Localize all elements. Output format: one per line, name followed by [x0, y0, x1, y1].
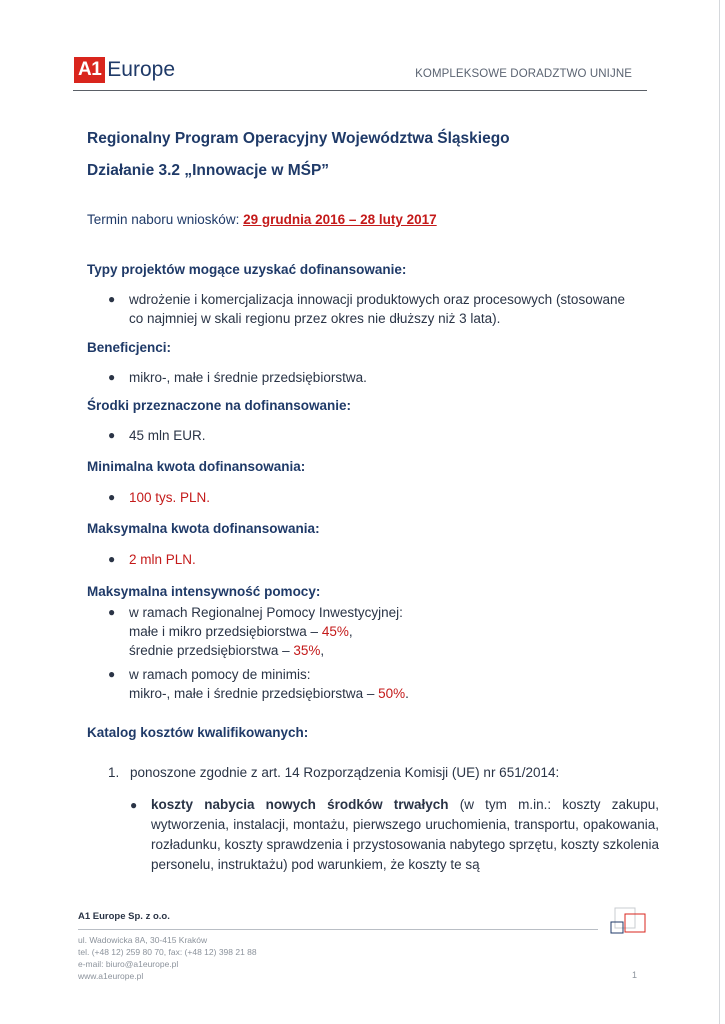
list-item: [108, 665, 659, 703]
header-tagline: KOMPLEKSOWE DORADZTWO UNIJNE: [415, 68, 632, 80]
bullet-icon: ●: [130, 798, 138, 812]
footer-address: ul. Wadowicka 8A, 30-415 Kraków: [78, 935, 208, 945]
section-heading-max-amount: Maksymalna kwota dofinansowania:: [87, 521, 320, 536]
percent-value: 45%: [321, 624, 349, 639]
footer-company: A1 Europe Sp. z o.o.: [78, 911, 170, 922]
list-item-text: co najmniej w skali regionu przez okres nie dłuższy niż 3 lata).: [129, 311, 501, 326]
list-item: [108, 603, 659, 660]
bullet-icon: ●: [108, 292, 116, 306]
page-edge: [719, 0, 720, 1024]
footer-contact: [78, 934, 257, 982]
list-item-text: małe i mikro przedsiębiorstwa – 45%,: [129, 624, 353, 639]
bullet-icon: ●: [108, 667, 116, 681]
deadline-label: Termin naboru wniosków:: [87, 212, 244, 227]
section-heading-eligible-costs: Katalog kosztów kwalifikowanych:: [87, 725, 309, 740]
company-logo: [74, 57, 175, 83]
application-deadline: [87, 212, 437, 227]
percent-value: 35%: [293, 643, 321, 658]
list-item-text: w ramach Regionalnej Pomocy Inwestycyjnej:: [129, 605, 403, 620]
list-item-text: mikro-, małe i średnie przedsiębiorstwa.: [129, 370, 367, 385]
bullet-icon: ●: [108, 490, 116, 504]
action-title: Działanie 3.2 „Innowacje w MŚP”: [87, 162, 330, 179]
footer-email[interactable]: e-mail: biuro@a1europe.pl: [78, 959, 179, 969]
list-item-text: 45 mln EUR.: [129, 428, 206, 443]
bullet-icon: ●: [108, 428, 116, 442]
deadline-dates: 29 grudnia 2016 – 28 luty 2017: [243, 212, 437, 227]
section-heading-beneficiaries: Beneficjenci:: [87, 340, 172, 355]
list-item-text: koszty nabycia nowych środków trwałych (w tym m.in.: koszty zakupu, wytworzenia, instalacji, montażu, pierwszego uruchomienia, transportu, opakowania, rozładunku, koszty sprawdzenia i przystosowania nabytego sprzętu, koszty szkolenia personelu, instruktażu) pod warunkiem, że koszty te są: [151, 797, 660, 872]
page-number: 1: [632, 970, 638, 980]
bullet-icon: ●: [108, 605, 116, 619]
list-item-text: mikro-, małe i średnie przedsiębiorstwa – 50%.: [129, 686, 409, 701]
decorative-squares-icon: [610, 905, 650, 935]
footer-website[interactable]: www.a1europe.pl: [78, 971, 144, 981]
program-title: Regionalny Program Operacyjny Województwa Śląskiego: [87, 130, 510, 147]
list-item-text: 2 mln PLN.: [129, 552, 196, 567]
list-item: [108, 550, 196, 569]
bullet-icon: ●: [108, 370, 116, 384]
logo-box: A1: [74, 57, 105, 83]
section-heading-min-amount: Minimalna kwota dofinansowania:: [87, 459, 306, 474]
bullet-icon: ●: [108, 552, 116, 566]
list-item: [108, 368, 367, 387]
list-item-text: średnie przedsiębiorstwa – 35%,: [129, 643, 325, 658]
logo-text: Europe: [107, 58, 176, 81]
percent-value: 50%: [378, 686, 406, 701]
section-heading-aid-intensity: Maksymalna intensywność pomocy:: [87, 584, 321, 599]
list-item-text: w ramach pomocy de minimis:: [129, 667, 311, 682]
numbered-item: [108, 765, 559, 780]
footer-divider: [78, 929, 598, 930]
header-divider: [73, 90, 647, 91]
numbered-item-text: ponoszone zgodnie z art. 14 Rozporządzenia Komisji (UE) nr 651/2014:: [130, 765, 560, 780]
section-heading-project-types: Typy projektów mogące uzyskać dofinansowanie:: [87, 262, 407, 277]
footer-phone: tel. (+48 12) 259 80 70, fax: (+48 12) 398 21 88: [78, 947, 257, 957]
list-item: [130, 795, 659, 875]
item-number: 1.: [108, 765, 120, 780]
list-item-text: 100 tys. PLN.: [129, 490, 211, 505]
list-item: [108, 426, 206, 445]
list-item: [108, 488, 210, 507]
section-heading-funds: Środki przeznaczone na dofinansowanie:: [87, 398, 352, 413]
list-item: [108, 290, 659, 328]
list-item-text: wdrożenie i komercjalizacja innowacji produktowych oraz procesowych (stosowane: [129, 292, 625, 307]
